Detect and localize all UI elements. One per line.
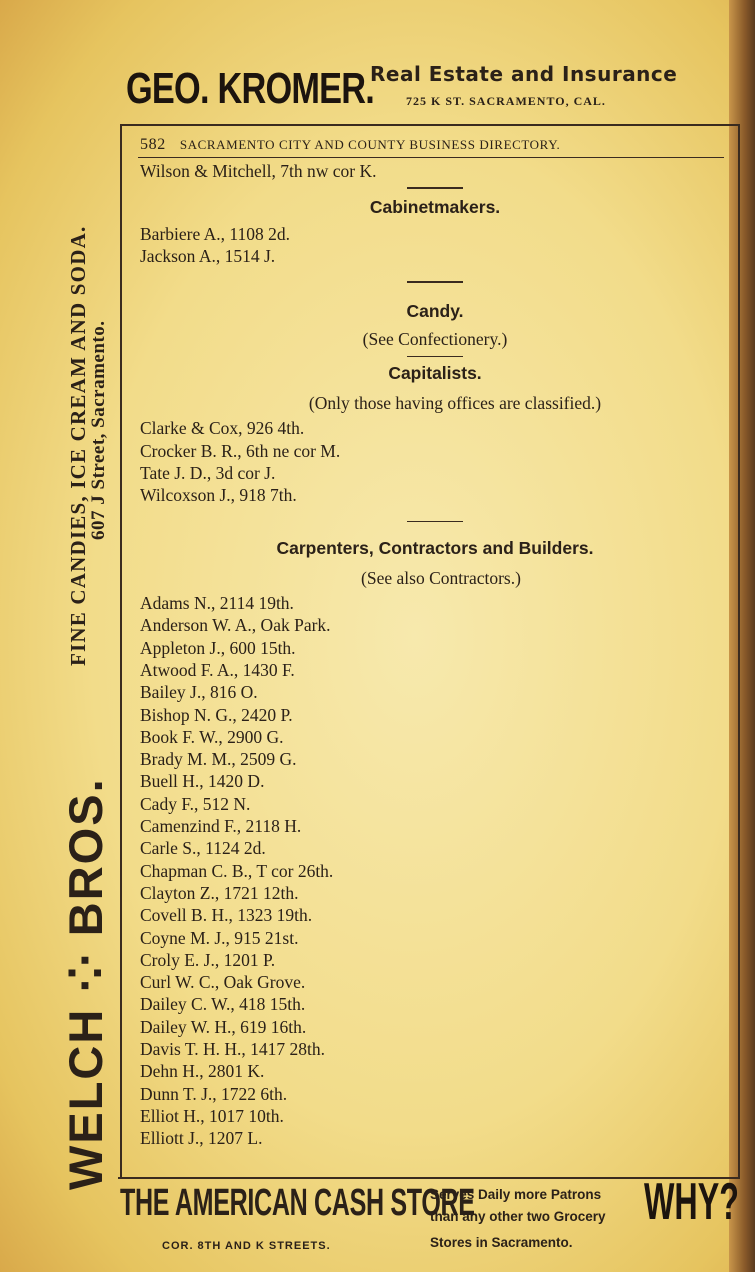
directory-content — [140, 160, 730, 1150]
section-heading-cabinetmakers: Cabinetmakers. — [369, 196, 501, 217]
section-heading-capitalists: Capitalists. — [388, 363, 482, 384]
page-edge — [729, 0, 755, 1272]
section-separator — [407, 187, 463, 189]
listing-entry: Crocker B. R., 6th ne cor M. — [140, 440, 341, 461]
header-rule — [138, 157, 724, 158]
section-separator — [407, 281, 463, 283]
listing-entry: Carle S., 1124 2d. — [140, 838, 266, 859]
listing-entry: Barbiere A., 1108 2d. — [140, 223, 291, 244]
listing-entry: Dailey W. H., 619 16th. — [140, 1016, 307, 1037]
slogan-line: Stores in Sacramento. — [430, 1235, 573, 1250]
listing-entry: Clarke & Cox, 926 4th. — [140, 418, 305, 439]
listing-entry: Book F. W., 2900 G. — [140, 726, 284, 747]
listing-entry: Davis T. H. H., 1417 28th. — [140, 1039, 326, 1060]
listing-entry: Dunn T. J., 1722 6th. — [140, 1083, 288, 1104]
page-number: 582 — [140, 136, 166, 153]
listing-entry: Curl W. C., Oak Grove. — [140, 972, 306, 993]
listing-entry: Buell H., 1420 D. — [140, 771, 265, 792]
listing-entry: Atwood F. A., 1430 F. — [140, 659, 295, 680]
running-header — [140, 136, 560, 154]
kromer-name: GEO. KROMER. — [126, 64, 375, 113]
cash-store-address: COR. 8TH AND K STREETS. — [162, 1240, 331, 1252]
listing-entry: Adams N., 2114 19th. — [140, 593, 294, 614]
listing-entry: Dailey C. W., 418 15th. — [140, 994, 306, 1015]
kromer-tagline: Real Estate and Insurance — [370, 62, 678, 86]
listing-entry: Tate J. D., 3d cor J. — [140, 462, 276, 483]
section-heading-candy: Candy. — [406, 300, 464, 321]
listing-entry: Clayton Z., 1721 12th. — [140, 882, 299, 903]
listing-entry: Bailey J., 816 O. — [140, 682, 258, 703]
listing-entry: Coyne M. J., 915 21st. — [140, 927, 299, 948]
section-note-capitalists: (Only those having offices are classified.) — [308, 393, 602, 414]
section-separator — [407, 521, 463, 523]
listing-entry: Jackson A., 1514 J. — [140, 246, 276, 267]
listing-entry: Elliot H., 1017 10th. — [140, 1105, 284, 1126]
section-note-carpenters: (See also Contractors.) — [361, 568, 521, 589]
frame-right-rule — [738, 125, 740, 1177]
bottom-advertisement — [118, 1173, 739, 1260]
listing-entry: Anderson W. A., Oak Park. — [140, 615, 331, 636]
slogan-line: Serves Daily more Patrons — [430, 1187, 602, 1202]
listing-entry: Elliott J., 1207 L. — [140, 1128, 263, 1149]
side-advertisement — [0, 80, 120, 1190]
listing-entry: Brady M. M., 2509 G. — [140, 749, 297, 770]
listing-entry: Bishop N. G., 2420 P. — [140, 704, 293, 725]
section-heading-carpenters: Carpenters, Contractors and Builders. — [276, 538, 594, 559]
listing-entry: Dehn H., 2801 K. — [140, 1061, 265, 1082]
carpenters-list — [140, 592, 730, 1149]
top-advertisement — [118, 58, 728, 120]
listing-entry: Croly E. J., 1201 P. — [140, 949, 276, 970]
welch-products: FINE CANDIES, ICE CREAM AND SODA. — [66, 225, 90, 666]
frame-left-rule — [120, 125, 122, 1177]
directory-title: SACRAMENTO CITY AND COUNTY BUSINESS DIRECTORY. — [179, 137, 561, 152]
listing-entry: Cady F., 512 N. — [140, 793, 251, 814]
cash-store-name: THE AMERICAN CASH STORE — [120, 1182, 475, 1224]
cash-store-slogan — [430, 1184, 606, 1254]
listing-entry: Chapman C. B., T cor 26th. — [140, 860, 334, 881]
listing-entry: Covell B. H., 1323 19th. — [140, 905, 313, 926]
listing-entry: Camenzind F., 2118 H. — [140, 816, 302, 837]
kromer-address: 725 K ST. SACRAMENTO, CAL. — [406, 94, 606, 108]
welch-bros-name: WELCH ⁘ BROS. — [59, 777, 112, 1190]
section-note-candy: (See Confectionery.) — [362, 328, 508, 349]
listing-entry: Wilson & Mitchell, 7th nw cor K. — [140, 161, 377, 181]
listing-entry: Wilcoxson J., 918 7th. — [140, 485, 297, 506]
listing-entry: Appleton J., 600 15th. — [140, 637, 296, 658]
top-rule — [120, 124, 740, 126]
section-separator — [407, 356, 463, 358]
welch-address: 607 J Street, Sacramento. — [88, 320, 109, 540]
why-slogan: WHY? — [644, 1173, 739, 1231]
slogan-line: than any other two Grocery — [430, 1209, 606, 1224]
